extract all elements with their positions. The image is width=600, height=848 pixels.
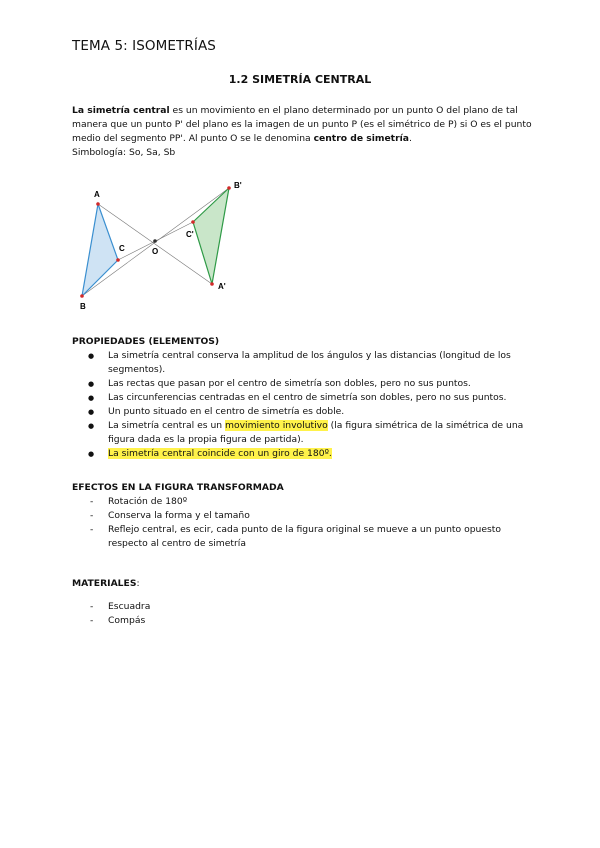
item5-after: (la figura simétrica de la simétrica de una figura dada es la propia figura de partida). — [108, 420, 524, 445]
intro-text-2: . — [408, 133, 412, 144]
materials-list — [72, 600, 532, 628]
effects-heading: EFECTOS EN LA FIGURA TRANSFORMADA — [72, 482, 284, 493]
label-b-prime: B' — [234, 181, 242, 190]
list-item: - Escuadra — [72, 600, 532, 614]
materials-heading-line — [72, 577, 532, 591]
label-o: O — [152, 247, 159, 256]
point-c — [116, 258, 120, 262]
triangle-abc — [82, 204, 118, 296]
point-a-prime — [210, 282, 214, 286]
label-c-prime: C' — [186, 230, 194, 239]
list-item: - Compás — [72, 614, 532, 628]
item5-highlight: movimiento involutivo — [225, 420, 328, 431]
label-b: B — [80, 302, 86, 311]
intro-paragraph — [72, 104, 532, 160]
intro-term: La simetría central — [72, 105, 170, 116]
label-a-prime: A' — [218, 282, 226, 291]
list-item: - Rotación de 180º — [72, 495, 532, 509]
point-b-prime — [227, 186, 231, 190]
effects-list — [72, 495, 532, 551]
list-item: ● Un punto situado en el centro de simetría es doble. — [72, 405, 532, 419]
list-item: ● La simetría central conserva la amplitud de los ángulos y las distancias (longitud de los segmentos). — [72, 349, 532, 377]
symbology: Simbología: So, Sa, Sb — [72, 147, 176, 158]
central-symmetry-figure — [72, 175, 262, 315]
label-c: C — [119, 244, 125, 253]
list-item — [72, 447, 532, 461]
point-o — [153, 239, 157, 243]
list-item: - Conserva la forma y el tamaño — [72, 509, 532, 523]
materials-colon: : — [136, 578, 140, 590]
materials-heading: MATERIALES — [72, 578, 137, 590]
materials-section — [72, 568, 532, 628]
item6-highlight: La simetría central coincide con un giro de 180º. — [108, 448, 332, 459]
list-item: ● Las circunferencias centradas en el centro de simetría son dobles, pero no sus puntos. — [72, 391, 532, 405]
list-item: - Reflejo central, es ecir, cada punto de la figura original se mueve a un punto opuesto respecto al centro de simetría — [72, 523, 532, 551]
point-a — [96, 202, 100, 206]
list-item: ● Las rectas que pasan por el centro de simetría son dobles, pero no sus puntos. — [72, 377, 532, 391]
intro-definition — [72, 104, 532, 146]
center-term: centro de simetría — [313, 133, 409, 144]
item5-before: La simetría central es un — [108, 420, 226, 431]
section-title: 1.2 SIMETRÍA CENTRAL — [228, 73, 372, 86]
label-a: A — [94, 190, 100, 199]
point-b — [80, 294, 84, 298]
list-item — [72, 419, 532, 447]
point-c-prime — [191, 220, 195, 224]
triangle-aprime-bprime-cprime — [193, 188, 229, 284]
properties-list — [72, 349, 532, 461]
properties-section — [72, 335, 532, 461]
document-title: TEMA 5: ISOMETRÍAS — [72, 38, 216, 54]
properties-heading: PROPIEDADES (ELEMENTOS) — [72, 336, 220, 347]
intro-text-1: es un movimiento en el plano determinado por un punto O del plano de tal manera que un punto P' del plano es la imagen de un punto P (es el simétrico de P) si O es el punto medio del segmento PP'. Al punto O se le denomina — [72, 105, 532, 144]
effects-section — [72, 481, 532, 551]
